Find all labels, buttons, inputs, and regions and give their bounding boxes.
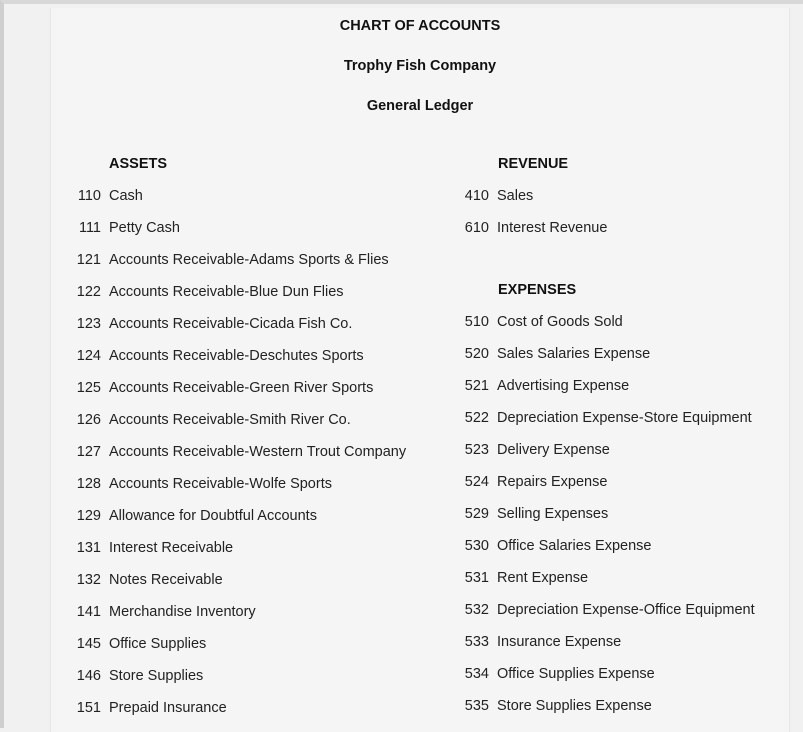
account-number: 524 — [464, 474, 489, 490]
account-name: Accounts Receivable-Adams Sports & Flies — [109, 252, 389, 268]
account-row — [75, 348, 364, 368]
account-row — [463, 410, 752, 430]
account-name: Accounts Receivable-Blue Dun Flies — [109, 284, 344, 300]
account-row — [463, 698, 652, 718]
account-name: Prepaid Insurance — [109, 700, 227, 716]
account-row — [75, 700, 227, 720]
page-title: CHART OF ACCOUNTS — [339, 18, 501, 34]
account-name: Store Supplies — [109, 668, 204, 684]
account-row — [75, 316, 352, 336]
account-name: Allowance for Doubtful Accounts — [109, 508, 317, 524]
account-number: 132 — [76, 572, 101, 588]
account-name: Insurance Expense — [497, 634, 622, 650]
account-name: Cost of Goods Sold — [497, 314, 623, 330]
account-number: 410 — [464, 188, 489, 204]
account-name: Accounts Receivable-Green River Sports — [109, 380, 374, 396]
account-number: 122 — [76, 284, 101, 300]
account-row — [463, 314, 623, 334]
account-number: 124 — [76, 348, 101, 364]
account-name: Notes Receivable — [109, 572, 223, 588]
account-number: 533 — [464, 634, 489, 650]
ledger-name: General Ledger — [366, 98, 474, 114]
account-row — [75, 220, 180, 240]
account-row — [75, 572, 223, 592]
account-number: 127 — [76, 444, 101, 460]
account-name: Interest Revenue — [497, 220, 608, 236]
account-row — [75, 508, 317, 528]
account-number: 510 — [464, 314, 489, 330]
account-row — [75, 476, 332, 496]
account-name: Sales — [497, 188, 534, 204]
account-number: 531 — [464, 570, 489, 586]
account-name: Petty Cash — [109, 220, 180, 236]
account-name: Repairs Expense — [497, 474, 608, 490]
account-number: 523 — [464, 442, 489, 458]
account-row — [75, 284, 344, 304]
account-number: 128 — [76, 476, 101, 492]
account-row — [75, 604, 256, 624]
account-number: 520 — [464, 346, 489, 362]
account-number: 123 — [76, 316, 101, 332]
account-row — [463, 188, 533, 208]
account-number: 151 — [76, 700, 101, 716]
account-name: Selling Expenses — [497, 506, 609, 522]
account-number: 110 — [77, 188, 101, 204]
account-row — [75, 412, 351, 432]
revenue-heading: REVENUE — [498, 156, 569, 172]
account-row — [463, 474, 607, 494]
account-name: Depreciation Expense-Store Equipment — [497, 410, 752, 426]
account-number: 126 — [76, 412, 101, 428]
account-name: Accounts Receivable-Deschutes Sports — [109, 348, 364, 364]
account-name: Interest Receivable — [109, 540, 234, 556]
account-number: 121 — [76, 252, 101, 268]
account-row — [463, 666, 655, 686]
account-number: 522 — [464, 410, 489, 426]
account-number: 530 — [464, 538, 489, 554]
account-number: 129 — [76, 508, 101, 524]
account-row — [463, 346, 650, 366]
account-number: 146 — [76, 668, 101, 684]
account-number: 125 — [76, 380, 101, 396]
account-row — [463, 602, 755, 622]
account-name: Store Supplies Expense — [497, 698, 652, 714]
account-name: Rent Expense — [497, 570, 589, 586]
account-name: Sales Salaries Expense — [497, 346, 651, 362]
account-number: 145 — [76, 636, 101, 652]
account-name: Office Supplies Expense — [497, 666, 655, 682]
account-number: 529 — [464, 506, 489, 522]
account-name: Accounts Receivable-Smith River Co. — [109, 412, 351, 428]
account-number: 532 — [464, 602, 489, 618]
account-row — [463, 506, 608, 526]
company-name: Trophy Fish Company — [343, 58, 497, 74]
account-name: Office Salaries Expense — [497, 538, 652, 554]
account-row — [75, 252, 389, 272]
account-number: 535 — [464, 698, 489, 714]
account-row — [463, 378, 629, 398]
account-name: Accounts Receivable-Western Trout Company — [109, 444, 407, 460]
account-number: 534 — [464, 666, 489, 682]
account-row — [463, 570, 588, 590]
account-row — [75, 668, 203, 688]
account-name: Delivery Expense — [497, 442, 610, 458]
account-row — [463, 442, 610, 462]
account-row — [75, 540, 233, 560]
account-row — [463, 538, 651, 558]
account-name: Office Supplies — [109, 636, 207, 652]
account-number: 131 — [76, 540, 101, 556]
account-name: Depreciation Expense-Office Equipment — [497, 602, 755, 618]
expenses-heading: EXPENSES — [498, 282, 577, 298]
account-row — [75, 444, 406, 464]
account-number: 610 — [464, 220, 489, 236]
assets-heading: ASSETS — [109, 156, 168, 172]
account-name: Merchandise Inventory — [109, 604, 256, 620]
account-number: 521 — [464, 378, 489, 394]
account-number: 141 — [76, 604, 101, 620]
account-row — [75, 380, 373, 400]
account-name: Cash — [109, 188, 143, 204]
account-name: Accounts Receivable-Cicada Fish Co. — [109, 316, 353, 332]
account-number: 111 — [78, 220, 101, 236]
document-page — [50, 8, 790, 732]
account-row — [75, 636, 206, 656]
account-name: Accounts Receivable-Wolfe Sports — [109, 476, 332, 492]
account-name: Advertising Expense — [497, 378, 630, 394]
account-row — [463, 634, 621, 654]
account-row — [75, 188, 143, 208]
account-row — [463, 220, 607, 240]
